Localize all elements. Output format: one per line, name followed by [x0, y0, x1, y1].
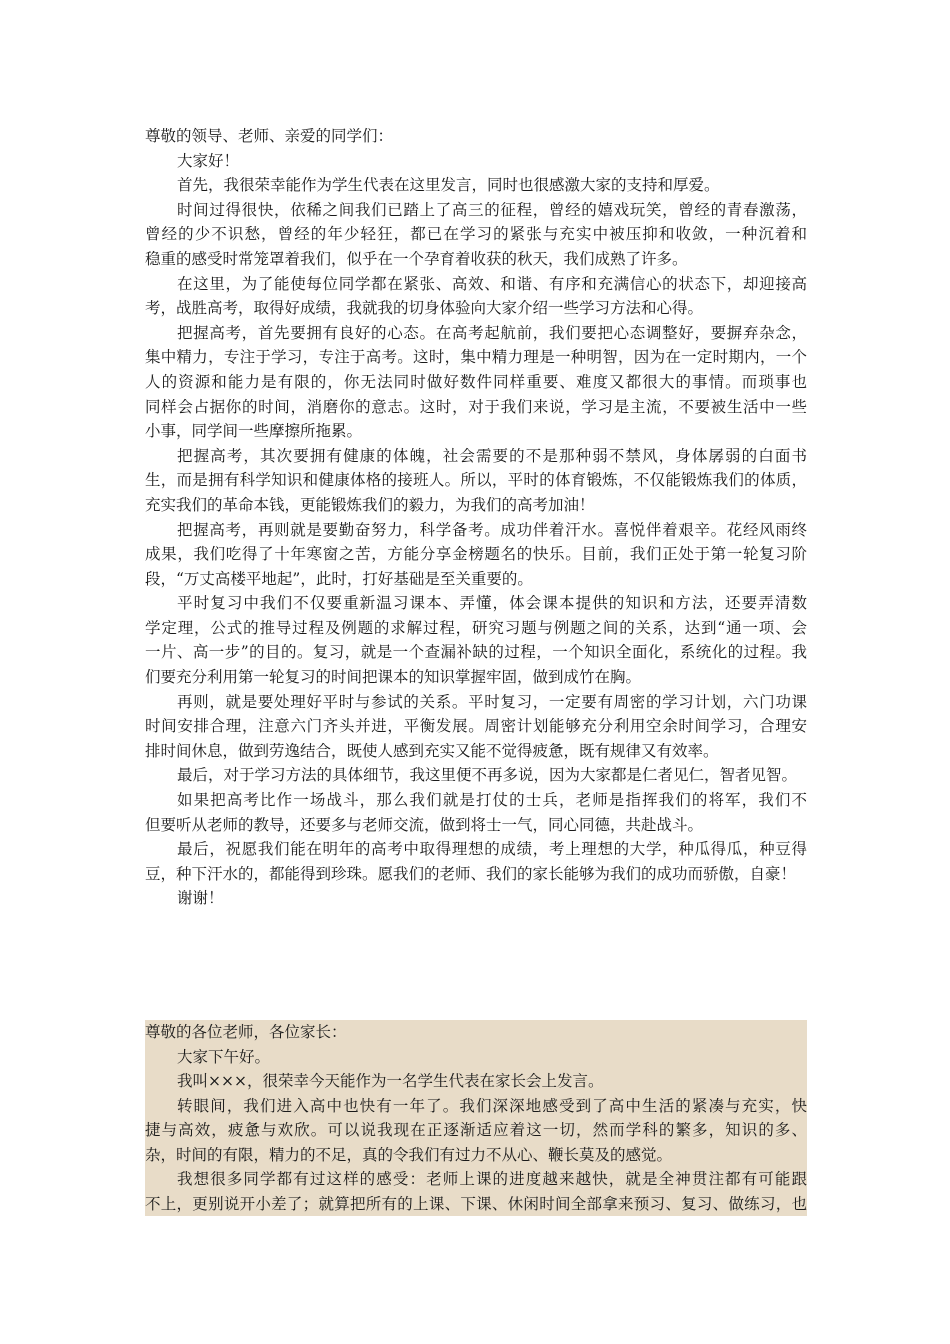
closing-thanks: 谢谢！	[177, 889, 224, 908]
paragraph-line: 把握高考，再则就是要勤奋努力，科学备考。成功伴着汗水。喜悦伴着艰辛。花经风雨终	[177, 520, 807, 539]
paragraph-line: 最后，祝愿我们能在明年的高考中取得理想的成绩，考上理想的大学，种瓜得瓜，种豆得	[177, 840, 807, 859]
paragraph-line: 学定理，公式的推导过程及例题的求解过程，研究习题与例题之间的关系，达到“通一项、会	[145, 618, 807, 637]
paragraph-line: 充实我们的革命本钱，更能锻炼我们的毅力，为我们的高考加油！	[145, 495, 595, 514]
paragraph-line: 考，战胜高考，取得好成绩，我就我的切身体验向大家介绍一些学习方法和心得。	[145, 299, 704, 318]
paragraph-line: 杂，时间的有限，精力的不足，真的令我们有过力不从心、鞭长莫及的感觉。	[145, 1145, 673, 1164]
paragraph-line: 一片、高一步”的目的。复习，就是一个查漏补缺的过程，一个知识全面化，系统化的过程。我	[145, 643, 807, 662]
paragraph-line: 成果，我们吃得了十年寒窗之苦，方能分享金榜题名的快乐。目前，我们正处于第一轮复习阶	[145, 545, 807, 564]
paragraph-line: 但要听从老师的教导，还要多与老师交流，做到将士一气，同心同德，共赴战斗。	[145, 815, 704, 834]
paragraph-line: 把握高考，首先要拥有良好的心态。在高考起航前，我们要把心态调整好，要摒弃杂念，	[177, 323, 807, 342]
paragraph-line: 首先，我很荣幸能作为学生代表在这里发言，同时也很感激大家的支持和厚爱。	[177, 176, 720, 195]
paragraph-line: 在这里，为了能使每位同学都在紧张、高效、和谐、有序和充满信心的状态下，却迎接高	[177, 274, 807, 293]
paragraph-line: 时间过得很快，依稀之间我们已踏上了高三的征程，曾经的嬉戏玩笑，曾经的青春激荡，	[177, 200, 807, 219]
paragraph-line: 最后，对于学习方法的具体细节，我这里便不再多说，因为大家都是仁者见仁，智者见智。	[177, 766, 798, 785]
paragraph-line: 们要充分利用第一轮复习的时间把课本的知识掌握牢固，做到成竹在胸。	[145, 668, 642, 687]
paragraph-line: 段，“万丈高楼平地起”，此时，打好基础是至关重要的。	[145, 569, 533, 588]
paragraph-line: 排时间休息，做到劳逸结合，既使人感到充实又能不觉得疲惫，既有规律又有效率。	[145, 741, 719, 760]
paragraph-line: 捷与高效，疲惫与欢欣。可以说我现在正逐渐适应着这一切，然而学科的繁多，知识的多、	[145, 1121, 807, 1139]
paragraph-line: 生，而是拥有科学知识和健康体格的接班人。所以，平时的体育锻炼，不仅能锻炼我们的体质，	[145, 471, 807, 490]
speech-student-representative	[145, 124, 807, 911]
paragraph-line: 我想很多同学都有过这样的感受：老师上课的进度越来越快，就是全神贯注都有可能跟	[177, 1170, 807, 1188]
salutation: 尊敬的领导、老师、亲爱的同学们：	[145, 127, 394, 145]
paragraph-line: 如果把高考比作一场战斗，那么我们就是打仗的士兵，老师是指挥我们的将军，我们不	[177, 791, 807, 810]
greeting: 大家下午好。	[177, 1047, 271, 1066]
paragraph-line: 把握高考，其次要拥有健康的体魄，社会需要的不是那种弱不禁风，身体孱弱的白面书	[177, 446, 807, 465]
paragraph-line: 我叫×××，很荣幸今天能作为一名学生代表在家长会上发言。	[177, 1072, 604, 1090]
paragraph-line: 不上，更别说开小差了；就算把所有的上课、下课、休闲时间全部拿来预习、复习、做练习，也	[145, 1194, 807, 1213]
speech-parents-meeting	[145, 1020, 807, 1216]
paragraph-line: 再则，就是要处理好平时与参试的关系。平时复习，一定要有周密的学习计划，六门功课	[177, 692, 807, 711]
paragraph-line: 曾经的少不识愁，曾经的年少轻狂，都已在学习的紧张与充实中被压抑和收敛，一种沉着和	[145, 225, 807, 244]
salutation: 尊敬的各位老师，各位家长：	[145, 1023, 347, 1041]
paragraph-line: 转眼间，我们进入高中也快有一年了。我们深深地感受到了高中生活的紧凑与充实，快	[177, 1096, 807, 1115]
paragraph-line: 同样会占据你的时间，消磨你的意志。这时，对于我们来说，学习是主流，不要被生活中一些	[145, 397, 807, 416]
paragraph-line: 稳重的感受时常笼罩着我们，似乎在一个孕育着收获的秋天，我们成熟了许多。	[145, 249, 688, 268]
paragraph-line: 人的资源和能力是有限的，你无法同时做好数件同样重要、难度又都很大的事情。而琐事也	[145, 372, 807, 391]
paragraph-line: 豆，种下汗水的，都能得到珍珠。愿我们的老师、我们的家长能够为我们的成功而骄傲，自豪！	[145, 864, 797, 883]
paragraph-line: 小事，同学间一些摩擦所拖累。	[145, 422, 363, 441]
greeting: 大家好！	[177, 151, 240, 170]
paragraph-line: 平时复习中我们不仅要重新温习课本、弄懂，体会课本提供的知识和方法，还要弄清数	[177, 594, 807, 613]
paragraph-line: 集中精力，专注于学习，专注于高考。这时，集中精力理是一种明智，因为在一定时期内，一个	[145, 348, 807, 367]
paragraph-line: 时间安排合理，注意六门齐头并进，平衡发展。周密计划能够充分利用空余时间学习，合理安	[145, 717, 807, 736]
